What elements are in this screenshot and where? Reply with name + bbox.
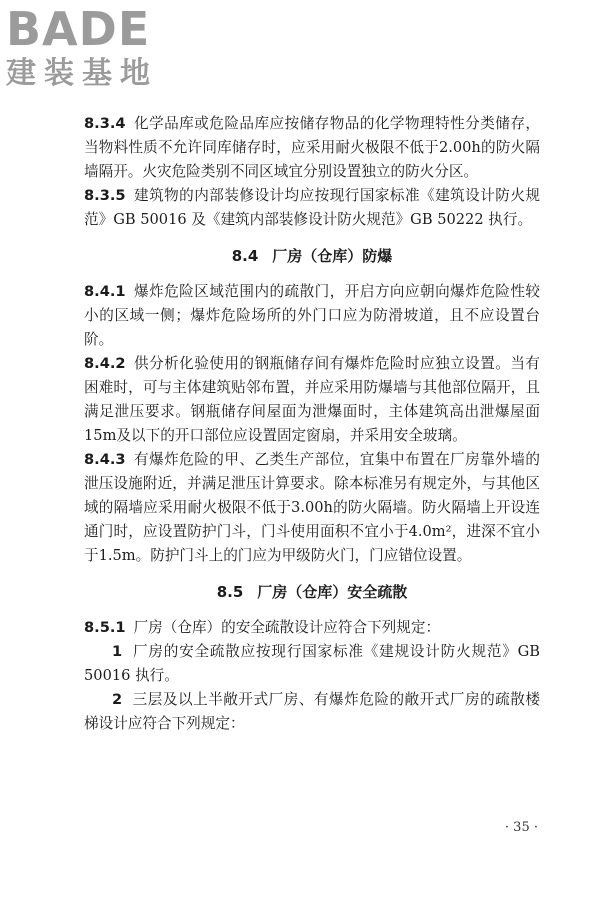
clause-8-3-4 <box>84 112 540 184</box>
clause-text: 厂房（仓库）的安全疏散设计应符合下列规定： <box>133 619 441 636</box>
section-title: 厂房（仓库）防爆 <box>272 247 393 265</box>
list-item-2 <box>84 688 540 736</box>
item-number: 2 <box>112 691 123 708</box>
section-title: 厂房（仓库）安全疏散 <box>257 583 408 601</box>
clause-text: 爆炸危险区域范围内的疏散门，开启方向应朝向爆炸危险性较小的区域一侧；爆炸危险场所的外门口应为防滑坡道，且不应设置台阶。 <box>84 283 540 348</box>
clause-8-4-1 <box>84 280 540 352</box>
clause-number: 8.3.4 <box>84 115 126 132</box>
item-number: 1 <box>112 643 123 660</box>
list-item-1 <box>84 640 540 688</box>
clause-number: 8.4.3 <box>84 451 126 468</box>
item-text: 三层及以上半敞开式厂房、有爆炸危险的敞开式厂房的疏散楼梯设计应符合下列规定： <box>84 691 540 732</box>
clause-8-4-2 <box>84 352 540 448</box>
clause-number: 8.3.5 <box>84 187 126 204</box>
section-heading-8-5 <box>84 580 540 604</box>
clause-text: 有爆炸危险的甲、乙类生产部位，宜集中布置在厂房靠外墙的泄压设施附近，并满足泄压计算要求。除本标准另有规定外，与其他区域的隔墙应采用耐火极限不低于3.00h的防火隔墙。防火隔墙上开设连通门时，应设置防护门斗，门斗使用面积不宜小于4.0m²，进深不宜小于1.5m。防护门斗上的门应为甲级防火门，门应错位设置。 <box>84 451 540 564</box>
section-heading-8-4 <box>84 244 540 268</box>
section-number: 8.4 <box>231 247 259 265</box>
document-body <box>84 112 540 736</box>
page-number: · 35 · <box>504 820 538 835</box>
logo-subtitle-text: 建装基地 <box>6 56 158 91</box>
clause-number: 8.4.2 <box>84 355 126 372</box>
clause-text: 建筑物的内部装修设计均应按现行国家标准《建筑设计防火规范》GB 50016 及《建筑内部装修设计防火规范》GB 50222 执行。 <box>84 187 540 228</box>
item-text: 厂房的安全疏散应按现行国家标准《建规设计防火规范》GB 50016 执行。 <box>84 643 540 684</box>
clause-text: 供分析化验使用的钢瓶储存间有爆炸危险时应独立设置。当有困难时，可与主体建筑贴邻布置，并应采用防爆墙与其他部位隔开，且满足泄压要求。钢瓶储存间屋面为泄爆面时，主体建筑高出泄爆屋面15m及以下的开口部位应设置固定窗扇，并采用安全玻璃。 <box>84 355 540 444</box>
clause-text: 化学品库或危险品库应按储存物品的化学物理特性分类储存，当物料性质不允许同库储存时，应采用耐火极限不低于2.00h的防火隔墙隔开。火灾危险类别不同区域宜分别设置独立的防火分区。 <box>84 115 540 180</box>
clause-number: 8.5.1 <box>84 619 126 636</box>
logo-brand-text: BADE <box>6 2 151 56</box>
section-number: 8.5 <box>216 583 244 601</box>
clause-8-5-1 <box>84 616 540 640</box>
clause-8-4-3 <box>84 448 540 568</box>
clause-8-3-5 <box>84 184 540 232</box>
bade-logo <box>6 4 178 94</box>
clause-number: 8.4.1 <box>84 283 126 300</box>
